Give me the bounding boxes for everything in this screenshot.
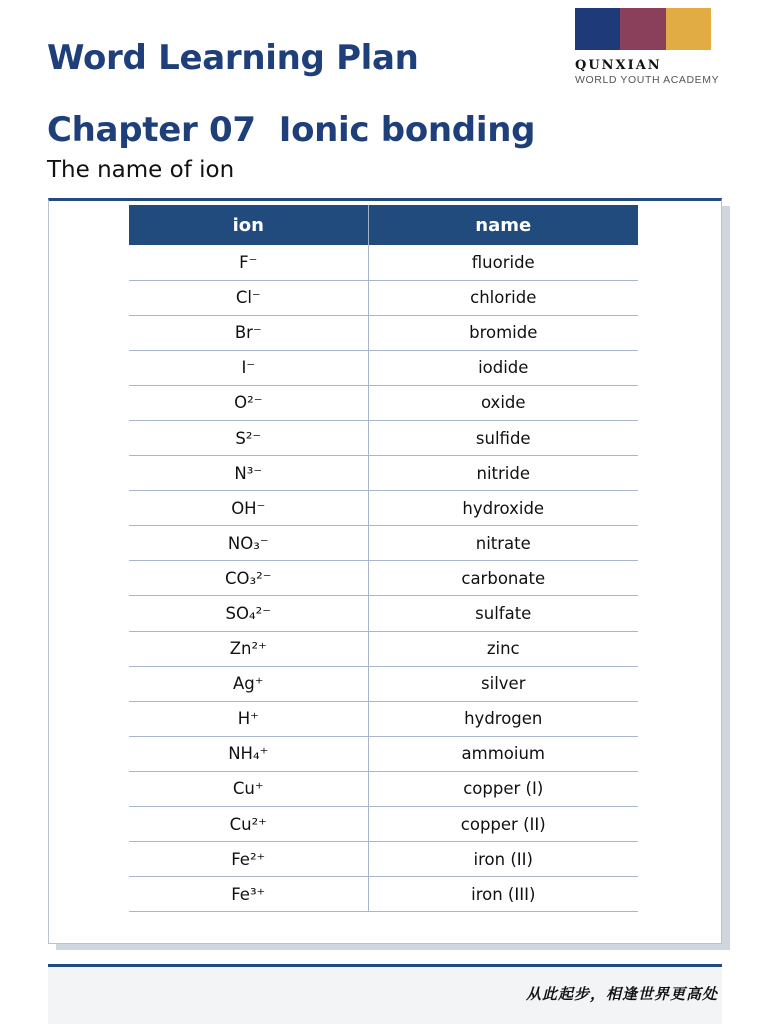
- ion-cell: SO₄²⁻: [129, 596, 368, 631]
- logo-subtitle: WORLD YOUTH ACADEMY: [575, 74, 720, 86]
- ion-name-table: [129, 205, 638, 912]
- table-row: [129, 526, 638, 561]
- ion-cell: Br⁻: [129, 315, 368, 350]
- table-row: [129, 385, 638, 420]
- table-row: [129, 280, 638, 315]
- ion-cell: Zn²⁺: [129, 631, 368, 666]
- name-cell: iodide: [368, 350, 638, 385]
- logo-bar-navy: [575, 8, 620, 50]
- ion-cell: H⁺: [129, 701, 368, 736]
- chapter-title: Chapter 07 Ionic bonding: [47, 110, 536, 150]
- ion-cell: Fe³⁺: [129, 877, 368, 912]
- name-cell: iron (II): [368, 842, 638, 877]
- table-row: [129, 420, 638, 455]
- name-cell: silver: [368, 666, 638, 701]
- name-cell: nitrate: [368, 526, 638, 561]
- name-cell: sulfate: [368, 596, 638, 631]
- table-row: [129, 666, 638, 701]
- ion-cell: CO₃²⁻: [129, 561, 368, 596]
- table-row: [129, 631, 638, 666]
- table-row: [129, 736, 638, 771]
- table-row: [129, 456, 638, 491]
- table-row: [129, 596, 638, 631]
- column-header-ion: ion: [129, 205, 368, 245]
- table-row: [129, 877, 638, 912]
- name-cell: hydrogen: [368, 701, 638, 736]
- column-header-name: name: [368, 205, 638, 245]
- ion-cell: Fe²⁺: [129, 842, 368, 877]
- name-cell: zinc: [368, 631, 638, 666]
- name-cell: hydroxide: [368, 491, 638, 526]
- name-cell: iron (III): [368, 877, 638, 912]
- name-cell: chloride: [368, 280, 638, 315]
- ion-cell: O²⁻: [129, 385, 368, 420]
- table-row: [129, 807, 638, 842]
- section-subtitle: The name of ion: [47, 157, 235, 183]
- table-row: [129, 561, 638, 596]
- table-row: [129, 315, 638, 350]
- ion-cell: Cl⁻: [129, 280, 368, 315]
- table-row: [129, 701, 638, 736]
- ion-cell: F⁻: [129, 245, 368, 280]
- name-cell: ammoium: [368, 736, 638, 771]
- name-cell: nitride: [368, 456, 638, 491]
- table-row: [129, 842, 638, 877]
- table-row: [129, 491, 638, 526]
- ion-cell: NO₃⁻: [129, 526, 368, 561]
- logo-bar-plum: [620, 8, 665, 50]
- ion-cell: N³⁻: [129, 456, 368, 491]
- ion-cell: S²⁻: [129, 420, 368, 455]
- table-row: [129, 350, 638, 385]
- name-cell: sulfide: [368, 420, 638, 455]
- logo-color-bars: [575, 8, 711, 50]
- ion-cell: OH⁻: [129, 491, 368, 526]
- name-cell: oxide: [368, 385, 638, 420]
- table-header-row: [129, 205, 638, 245]
- logo-bar-gold: [666, 8, 711, 50]
- table-row: [129, 771, 638, 806]
- academy-logo: [575, 8, 720, 86]
- name-cell: bromide: [368, 315, 638, 350]
- ion-cell: Cu²⁺: [129, 807, 368, 842]
- name-cell: carbonate: [368, 561, 638, 596]
- ion-cell: NH₄⁺: [129, 736, 368, 771]
- footer-slogan: 从此起步，相逢世界更高处: [525, 985, 718, 1003]
- plan-title: Word Learning Plan: [47, 38, 419, 78]
- name-cell: copper (II): [368, 807, 638, 842]
- footer-band: [48, 967, 722, 1024]
- name-cell: fluoride: [368, 245, 638, 280]
- table-body: [129, 245, 638, 912]
- logo-name: QUNXIAN: [575, 58, 662, 73]
- ion-cell: I⁻: [129, 350, 368, 385]
- name-cell: copper (I): [368, 771, 638, 806]
- ion-cell: Cu⁺: [129, 771, 368, 806]
- table-row: [129, 245, 638, 280]
- ion-cell: Ag⁺: [129, 666, 368, 701]
